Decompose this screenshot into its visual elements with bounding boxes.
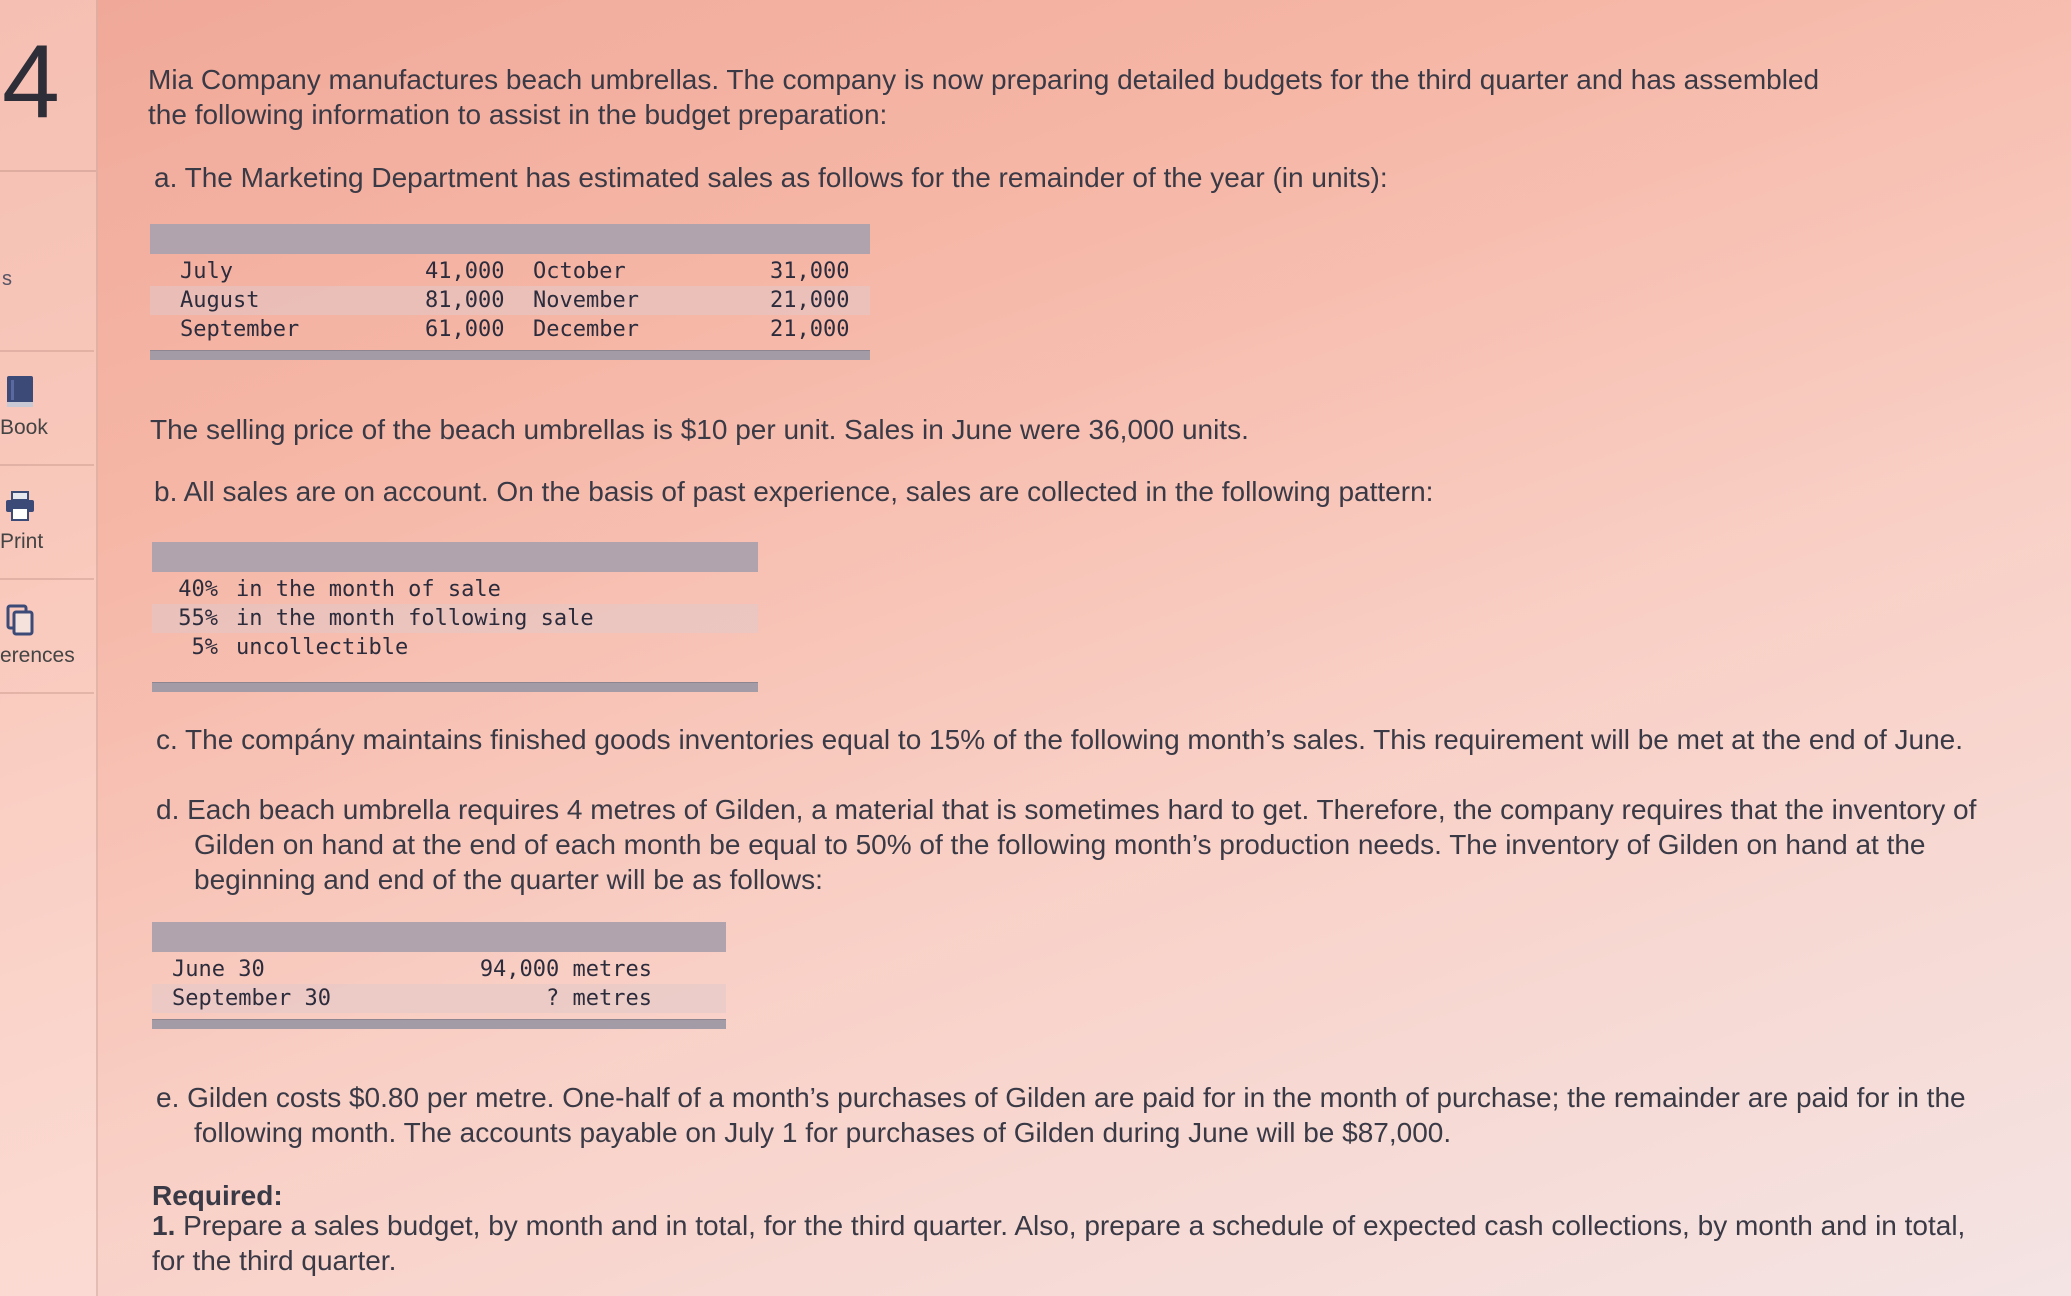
book-icon bbox=[4, 374, 36, 410]
table-cell: August bbox=[180, 288, 260, 313]
gilden-inventory-table bbox=[152, 922, 726, 1029]
question-number: 4 bbox=[0, 30, 96, 172]
required-item-text: Prepare a sales budget, by month and in total, for the third quarter. Also, prepare a schedule of expected cash collections, by month and in total, for the third quarter. bbox=[152, 1210, 1966, 1276]
table-row bbox=[152, 575, 758, 604]
table-header-bar bbox=[152, 922, 726, 952]
table-cell: July bbox=[180, 259, 233, 284]
table-cell: 55% bbox=[178, 606, 218, 631]
table-footer-bar bbox=[150, 350, 870, 360]
table-cell: 21,000 bbox=[770, 317, 850, 342]
collection-pattern-table bbox=[152, 542, 758, 692]
required-item-number: 1. bbox=[152, 1210, 176, 1241]
printer-icon bbox=[4, 488, 36, 524]
table-footer-bar bbox=[152, 682, 758, 692]
table-row bbox=[152, 955, 726, 984]
table-cell: in the month following sale bbox=[236, 606, 594, 631]
table-cell: December bbox=[533, 317, 639, 342]
item-e-text: e. Gilden costs $0.80 per metre. One-half of a month’s purchases of Gilden are paid for in the month of purchase; the remainder are paid for in the following month. The accounts payable on July 1 for purchases of Gilden during June will be $87,000. bbox=[156, 1082, 1966, 1148]
table-row bbox=[150, 286, 870, 315]
table-row bbox=[152, 604, 758, 633]
item-a-text: a. The Marketing Department has estimated sales as follows for the remainder of the year (in units): bbox=[154, 162, 1388, 193]
sales-estimate-table bbox=[150, 224, 870, 360]
sidebar-points-mark: s bbox=[2, 268, 12, 290]
selling-price-text: The selling price of the beach umbrellas is $10 per unit. Sales in June were 36,000 units. bbox=[150, 414, 1249, 445]
table-cell: in the month of sale bbox=[236, 577, 501, 602]
references-label: erences bbox=[0, 644, 75, 667]
table-row bbox=[150, 257, 870, 286]
references-icon bbox=[4, 602, 36, 638]
problem-intro: Mia Company manufactures beach umbrellas. The company is now preparing detailed budgets for the third quarter and has assembled the following information to assist in the budget preparation: bbox=[148, 64, 1820, 130]
sidebar bbox=[0, 0, 98, 1296]
table-cell: 5% bbox=[191, 635, 218, 660]
table-row bbox=[152, 633, 758, 662]
print-button[interactable] bbox=[0, 464, 94, 578]
ebook-button[interactable] bbox=[0, 350, 94, 464]
ebook-label: Book bbox=[0, 416, 48, 439]
table-row bbox=[150, 315, 870, 344]
table-cell: ? metres bbox=[546, 986, 652, 1011]
table-cell: 61,000 bbox=[425, 317, 505, 342]
item-b-text: b. All sales are on account. On the basis of past experience, sales are collected in the following pattern: bbox=[154, 476, 1434, 507]
table-header-bar bbox=[152, 542, 758, 572]
table-footer-bar bbox=[152, 1019, 726, 1029]
item-d-text: d. Each beach umbrella requires 4 metres of Gilden, a material that is sometimes hard to get. Therefore, the company requires that the inventory of Gilden on hand at the end of each month be equal to 50% of the following month’s production needs. The inventory of Gilden on hand at the beginning and end of the quarter will be as follows: bbox=[156, 794, 1977, 895]
table-cell: 21,000 bbox=[770, 288, 850, 313]
required-item-1 bbox=[152, 1208, 1982, 1278]
required-heading: Required: bbox=[152, 1180, 283, 1211]
table-header-bar bbox=[150, 224, 870, 254]
table-cell: November bbox=[533, 288, 639, 313]
references-button[interactable] bbox=[0, 578, 94, 694]
print-label: Print bbox=[0, 530, 44, 553]
table-cell: 81,000 bbox=[425, 288, 505, 313]
table-cell: June 30 bbox=[172, 957, 265, 982]
item-c-text: c. The compány maintains finished goods inventories equal to 15% of the following month’s sales. This requirement will be met at the end of June. bbox=[156, 724, 1964, 755]
table-cell: September bbox=[180, 317, 300, 342]
table-cell: 40% bbox=[178, 577, 218, 602]
table-cell: October bbox=[533, 259, 626, 284]
table-cell: 31,000 bbox=[770, 259, 850, 284]
table-cell: 94,000 metres bbox=[479, 957, 652, 982]
table-cell: uncollectible bbox=[236, 635, 409, 660]
table-row bbox=[152, 984, 726, 1013]
table-cell: September 30 bbox=[172, 986, 331, 1011]
table-cell: 41,000 bbox=[425, 259, 505, 284]
